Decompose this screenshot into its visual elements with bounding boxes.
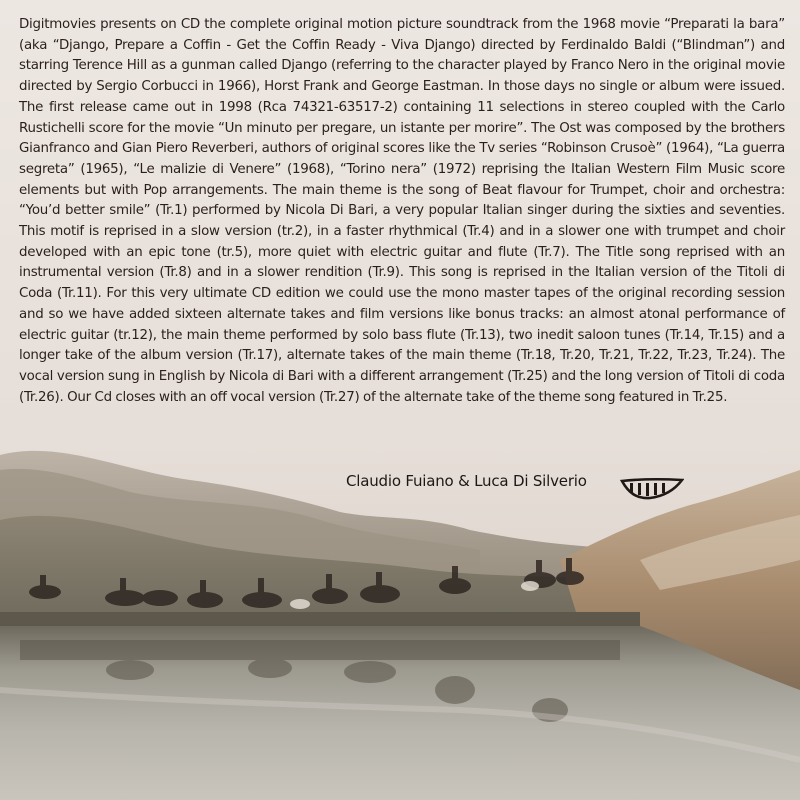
liner-notes-text: Digitmovies presents on CD the complete original motion picture soundtrack from the 1968 movie “Preparati la bara” (aka “Django, Prepare a Coffin - Get the Coffin Ready - Viva Django) directed by Ferdinaldo Baldi (“Blindman”) and starring Terence Hill as a gunman called Django (referring to the character played by Franco Nero in the original movie directed by Sergio Corbucci in 1966), Horst Frank and George Eastman. In those days no single or album were issued. The first release came out in 1998 (Rca 74321-63517-2) containing 11 selections in stereo coupled with the Carlo Rustichelli score for the movie “Un minuto per pregare, un istante per morire”. The Ost was composed by the brothers Gianfranco and Gian Piero Reverberi, authors of original scores like the Tv series “Robinson Crusoè” (1964), “La guerra segreta” (1965), “Le malizie di Venere” (1968), “Torino nera” (1972) reprising the Italian Western Film Music score elements but with Pop arrangements. The main theme is the song of Beat flavour for Trumpet, choir and orchestra: “You’d better smile” (Tr.1) performed by Nicola Di Bari, a very popular Italian singer during the sixties and seventies. This motif is reprised in a slow version (tr.2), in a faster rhythmical (Tr.4) and in a slower one with trumpet and choir developed with an epic tone (tr.5), more quiet with electric guitar and flute (Tr.7). The Title song reprised with an instrumental version (Tr.8) and in a slower rendition (Tr.9). This song is reprised in the Italian version of the Titoli di Coda (Tr.11). For this very ultimate CD edition we could use the mono master tapes of the original recording session and so we have added sixteen alternate takes and film versions like bonus tracks: an almost atonal performance of electric guitar (tr.12), the main theme performed by solo bass flute (Tr.13), two inedit saloon tunes (Tr.14, Tr.15) and a longer take of the album version (Tr.17), alternate takes of the main theme (Tr.18, Tr.20, Tr.21, Tr.22, Tr.23, Tr.24). The vocal version sung in English by Nicola di Bari with a different arrangement (Tr.25) and the long version of Titoli di coda (Tr.26). Our Cd closes with an off vocal version (Tr.27) of the alternate take of the theme song featured in Tr.25. xyxy=(19,17,785,405)
film-strip-logo-icon xyxy=(620,476,684,502)
credits-authors: Claudio Fuiano & Luca Di Silverio xyxy=(346,472,587,490)
